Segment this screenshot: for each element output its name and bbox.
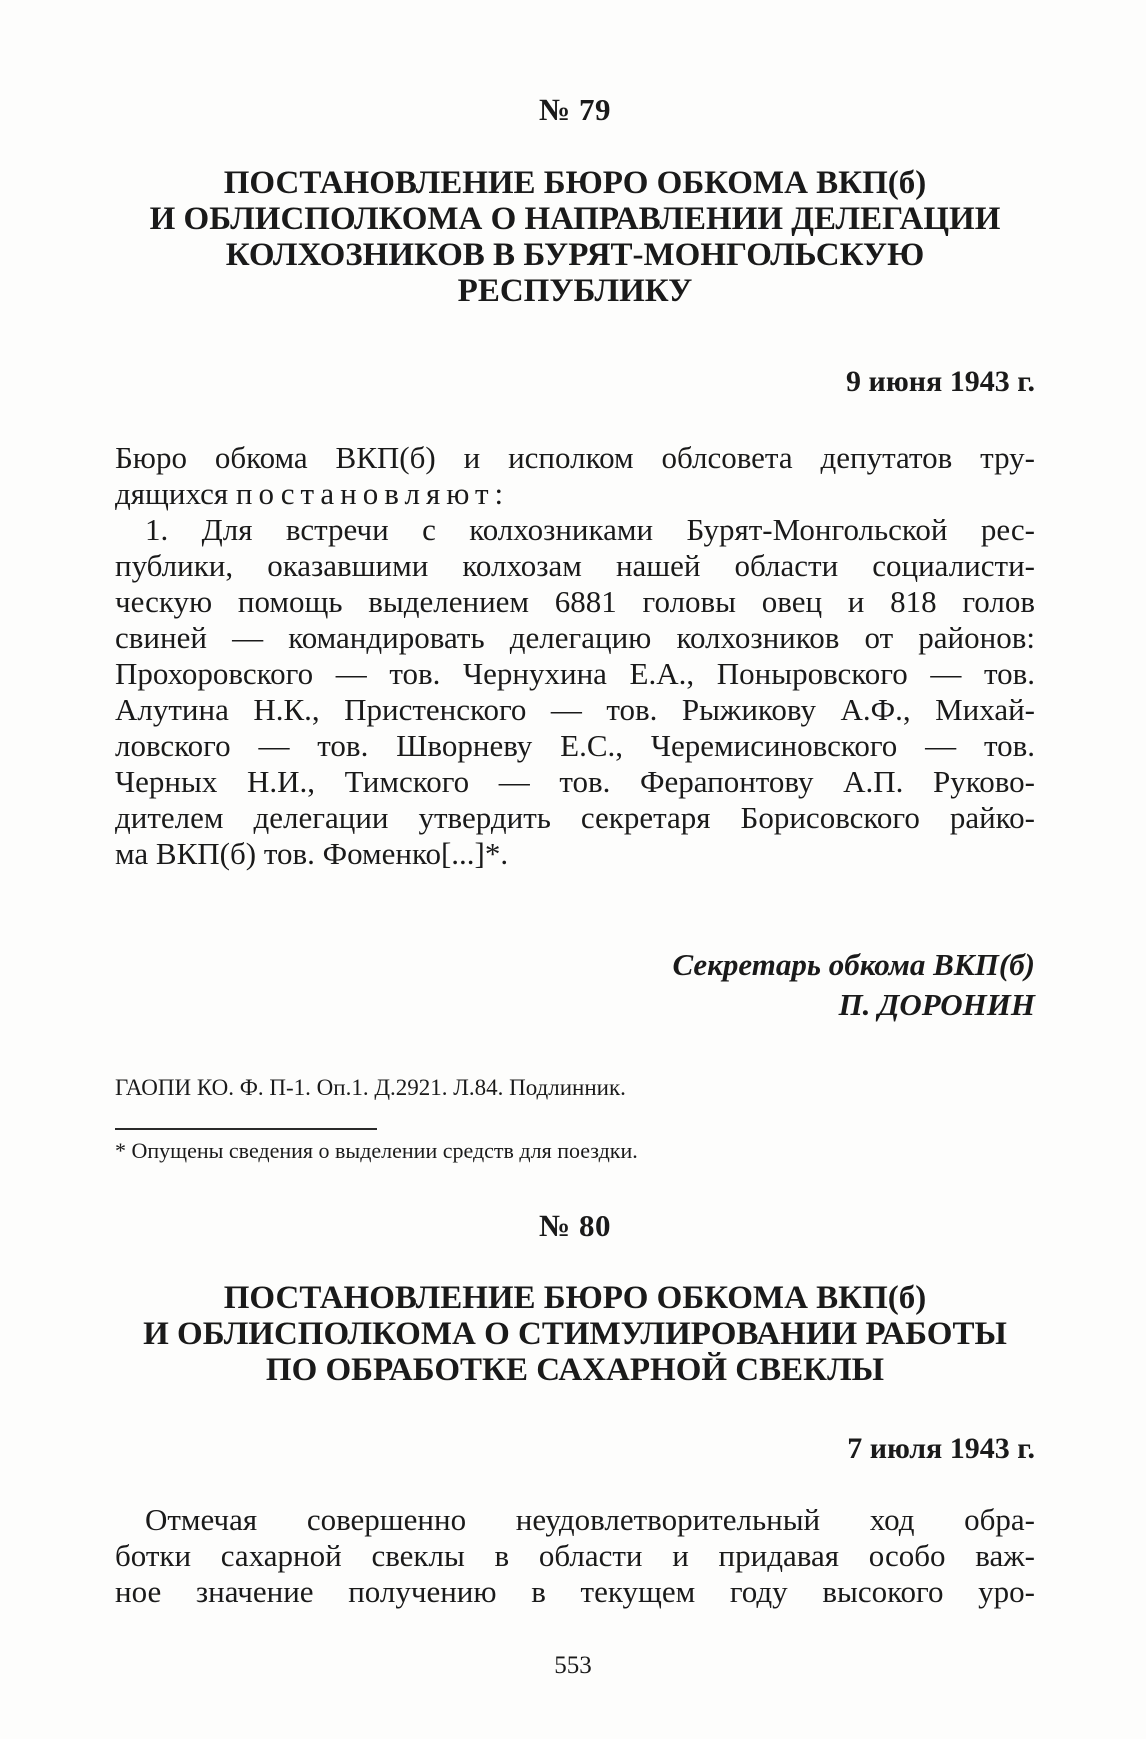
doc79-archive-source: ГАОПИ КО. Ф. П-1. Оп.1. Д.2921. Л.84. Подлинник. [115, 1075, 626, 1100]
doc79-resolve-word: постановляют: [235, 476, 510, 511]
doc79-intro-start: дящихся [115, 476, 229, 511]
signature-name: П. ДОРОНИН [838, 987, 1035, 1022]
doc79-para-line: свиней — командировать делегацию колхозников от районов: [115, 620, 1035, 655]
doc80-body-line: Отмечая совершенно неудовлетворительный ход обра- [145, 1502, 1035, 1537]
doc79-title-line: ПОСТАНОВЛЕНИЕ БЮРО ОБКОМА ВКП(б) [223, 165, 927, 201]
doc80-body [115, 1502, 1035, 1610]
doc79-para-line: ма ВКП(б) тов. Фоменко[...]*. [115, 836, 509, 871]
doc80-number: № 80 [539, 1208, 611, 1243]
doc79-intro-line-2 [115, 476, 1035, 512]
doc79-title-line: РЕСПУБЛИКУ [457, 273, 693, 309]
doc79-footnote: * Опущены сведения о выделении средств для поездки. [115, 1138, 638, 1163]
doc80-title-line: ПОСТАНОВЛЕНИЕ БЮРО ОБКОМА ВКП(б) [223, 1280, 927, 1316]
doc80-date: 7 июля 1943 г. [847, 1432, 1035, 1465]
page-number: 553 [554, 1652, 592, 1679]
doc80-body-line: ботки сахарной свеклы в области и придавая особо важ- [115, 1538, 1035, 1573]
doc79-intro [115, 440, 1035, 512]
doc80-title-line: И ОБЛИСПОЛКОМА О СТИМУЛИРОВАНИИ РАБОТЫ [143, 1316, 1007, 1352]
doc79-signature [115, 945, 1035, 1025]
footnote-divider [115, 1128, 377, 1130]
doc79-para-line: ческую помощь выделением 6881 головы овец и 818 голов [115, 584, 1035, 619]
doc79-title [115, 165, 1035, 309]
doc79-para-line: 1. Для встречи с колхозниками Бурят-Монгольской рес- [145, 512, 1035, 547]
doc80-title-line: ПО ОБРАБОТКЕ САХАРНОЙ СВЕКЛЫ [265, 1352, 885, 1388]
doc79-title-line: КОЛХОЗНИКОВ В БУРЯТ-МОНГОЛЬСКУЮ [225, 237, 925, 273]
doc80-body-line: ное значение получению в текущем году высокого уро- [115, 1574, 1035, 1609]
doc79-para-line: Алутина Н.К., Пристенского — тов. Рыжикову А.Ф., Михай- [115, 692, 1035, 727]
doc79-para-line: Прохоровского — тов. Чернухина Е.А., Поныровского — тов. [115, 656, 1035, 691]
signature-title: Секретарь обкома ВКП(б) [672, 947, 1035, 982]
doc80-title [115, 1280, 1035, 1388]
doc79-para-line: публики, оказавшими колхозам нашей области социалисти- [115, 548, 1035, 583]
doc79-number: № 79 [539, 92, 611, 127]
doc79-intro-line: Бюро обкома ВКП(б) и исполком облсовета депутатов тру- [115, 440, 1035, 475]
doc79-para-line: Черных Н.И., Тимского — тов. Ферапонтову А.П. Руково- [115, 764, 1035, 799]
doc79-title-line: И ОБЛИСПОЛКОМА О НАПРАВЛЕНИИ ДЕЛЕГАЦИИ [149, 201, 1001, 237]
doc79-para-line: ловского — тов. Шворневу Е.С., Черемисиновского — тов. [115, 728, 1035, 763]
doc79-para-line: дителем делегации утвердить секретаря Борисовского райко- [115, 800, 1035, 835]
doc79-date: 9 июня 1943 г. [846, 365, 1035, 398]
doc79-paragraph-1 [115, 512, 1035, 872]
